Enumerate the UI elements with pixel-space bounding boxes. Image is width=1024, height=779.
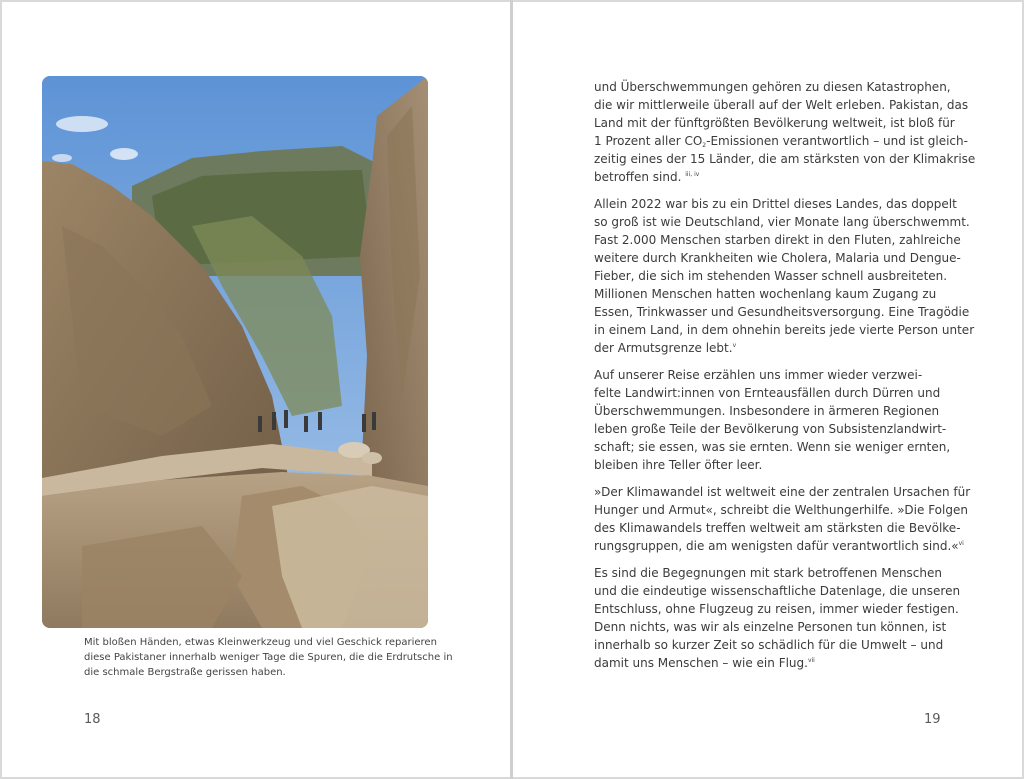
- text-line: Auf unserer Reise erzählen uns immer wieder verzwei-: [594, 368, 923, 382]
- text-line: zeitig eines der 15 Länder, die am stärksten von der Klimakrise: [594, 152, 976, 166]
- text-line: schaft; sie essen, was sie ernten. Wenn sie weniger ernten,: [594, 440, 951, 454]
- paragraph-2: [594, 195, 975, 357]
- text-line: [594, 168, 944, 186]
- text-line: Fieber, die sich im stehenden Wasser schnell ausbreiteten.: [594, 269, 948, 283]
- text-fragment: -Emissionen verantwortlich – und ist gleich-: [706, 134, 968, 148]
- text-line: felte Landwirt:innen von Ernteausfällen durch Dürren und: [594, 386, 941, 400]
- footnote-reference: vi: [958, 540, 964, 547]
- photo-illustration: [42, 76, 428, 628]
- text-line: Millionen Menschen hatten wochenlang kaum Zugang zu: [594, 287, 937, 301]
- footnote-reference: v: [732, 342, 737, 349]
- text-line: [594, 537, 964, 555]
- text-line: innerhalb so kurzer Zeit so schädlich für die Umwelt – und: [594, 638, 944, 652]
- page-number-left: 18: [84, 712, 101, 727]
- text-line: [594, 132, 968, 150]
- page-number-right: 19: [924, 712, 941, 727]
- footnote-reference: iii, iv: [685, 171, 700, 178]
- paragraph-3: [594, 366, 951, 474]
- text-line: Allein 2022 war bis zu ein Drittel dieses Landes, das doppelt: [594, 197, 957, 211]
- text-line: weitere durch Krankheiten wie Cholera, Malaria und Dengue-: [594, 251, 961, 265]
- footnote-reference: vii: [807, 657, 815, 664]
- text-line: Denn nichts, was wir als einzelne Personen tun können, ist: [594, 620, 947, 634]
- text-line: leben große Teile der Bevölkerung von Subsistenzlandwirt-: [594, 422, 947, 436]
- text-line: [594, 654, 944, 672]
- body-text: [594, 78, 976, 681]
- subscript: 2: [702, 142, 707, 149]
- paragraph-1: [594, 78, 976, 186]
- text-fragment: 1 Prozent aller CO: [594, 134, 703, 148]
- text-line: des Klimawandels treffen weltweit am stärksten die Bevölke-: [594, 521, 961, 535]
- text-line: in einem Land, in dem ohnehin bereits jede vierte Person unter: [594, 323, 975, 337]
- text-line: und Überschwemmungen gehören zu diesen Katastrophen,: [594, 80, 951, 94]
- text-line: bleiben ihre Teller öfter leer.: [594, 458, 763, 472]
- text-line: Fast 2.000 Menschen starben direkt in den Fluten, zahlreiche: [594, 233, 961, 247]
- text-line: »Der Klimawandel ist weltweit eine der zentralen Ursachen für: [594, 485, 971, 499]
- text-line: [594, 339, 944, 357]
- text-line: die wir mittlerweile überall auf der Welt erleben. Pakistan, das: [594, 98, 969, 112]
- text-fragment: rungsgruppen, die am wenigsten dafür verantwortlich sind.«: [594, 539, 959, 553]
- caption-line: die schmale Bergstraße gerissen haben.: [84, 667, 286, 678]
- mountain-gorge-photo: [42, 76, 428, 628]
- text-line: und die eindeutige wissenschaftliche Datenlage, die unseren: [594, 584, 961, 598]
- text-fragment: der Armutsgrenze lebt.: [594, 341, 733, 355]
- caption-line: Mit bloßen Händen, etwas Kleinwerkzeug und viel Geschick reparieren: [84, 637, 437, 648]
- text-fragment: damit uns Menschen – wie ein Flug.: [594, 656, 808, 670]
- paragraph-4: [594, 483, 971, 555]
- text-line: Entschluss, ohne Flugzeug zu reisen, immer wieder festigen.: [594, 602, 959, 616]
- paragraph-5: [594, 564, 961, 672]
- text-line: Es sind die Begegnungen mit stark betroffenen Menschen: [594, 566, 942, 580]
- text-line: Essen, Trinkwasser und Gesundheitsversorgung. Eine Tragödie: [594, 305, 970, 319]
- caption-line: diese Pakistaner innerhalb weniger Tage die Spuren, die die Erdrutsche in: [84, 652, 453, 663]
- text-fragment: betroffen sind.: [594, 170, 682, 184]
- text-line: Land mit der fünftgrößten Bevölkerung weltweit, ist bloß für: [594, 116, 955, 130]
- photo-caption: [84, 635, 453, 680]
- text-line: so groß ist wie Deutschland, vier Monate lang überschwemmt.: [594, 215, 970, 229]
- text-line: Überschwemmungen. Insbesondere in ärmeren Regionen: [594, 404, 940, 418]
- text-line: Hunger und Armut«, schreibt die Welthungerhilfe. »Die Folgen: [594, 503, 968, 517]
